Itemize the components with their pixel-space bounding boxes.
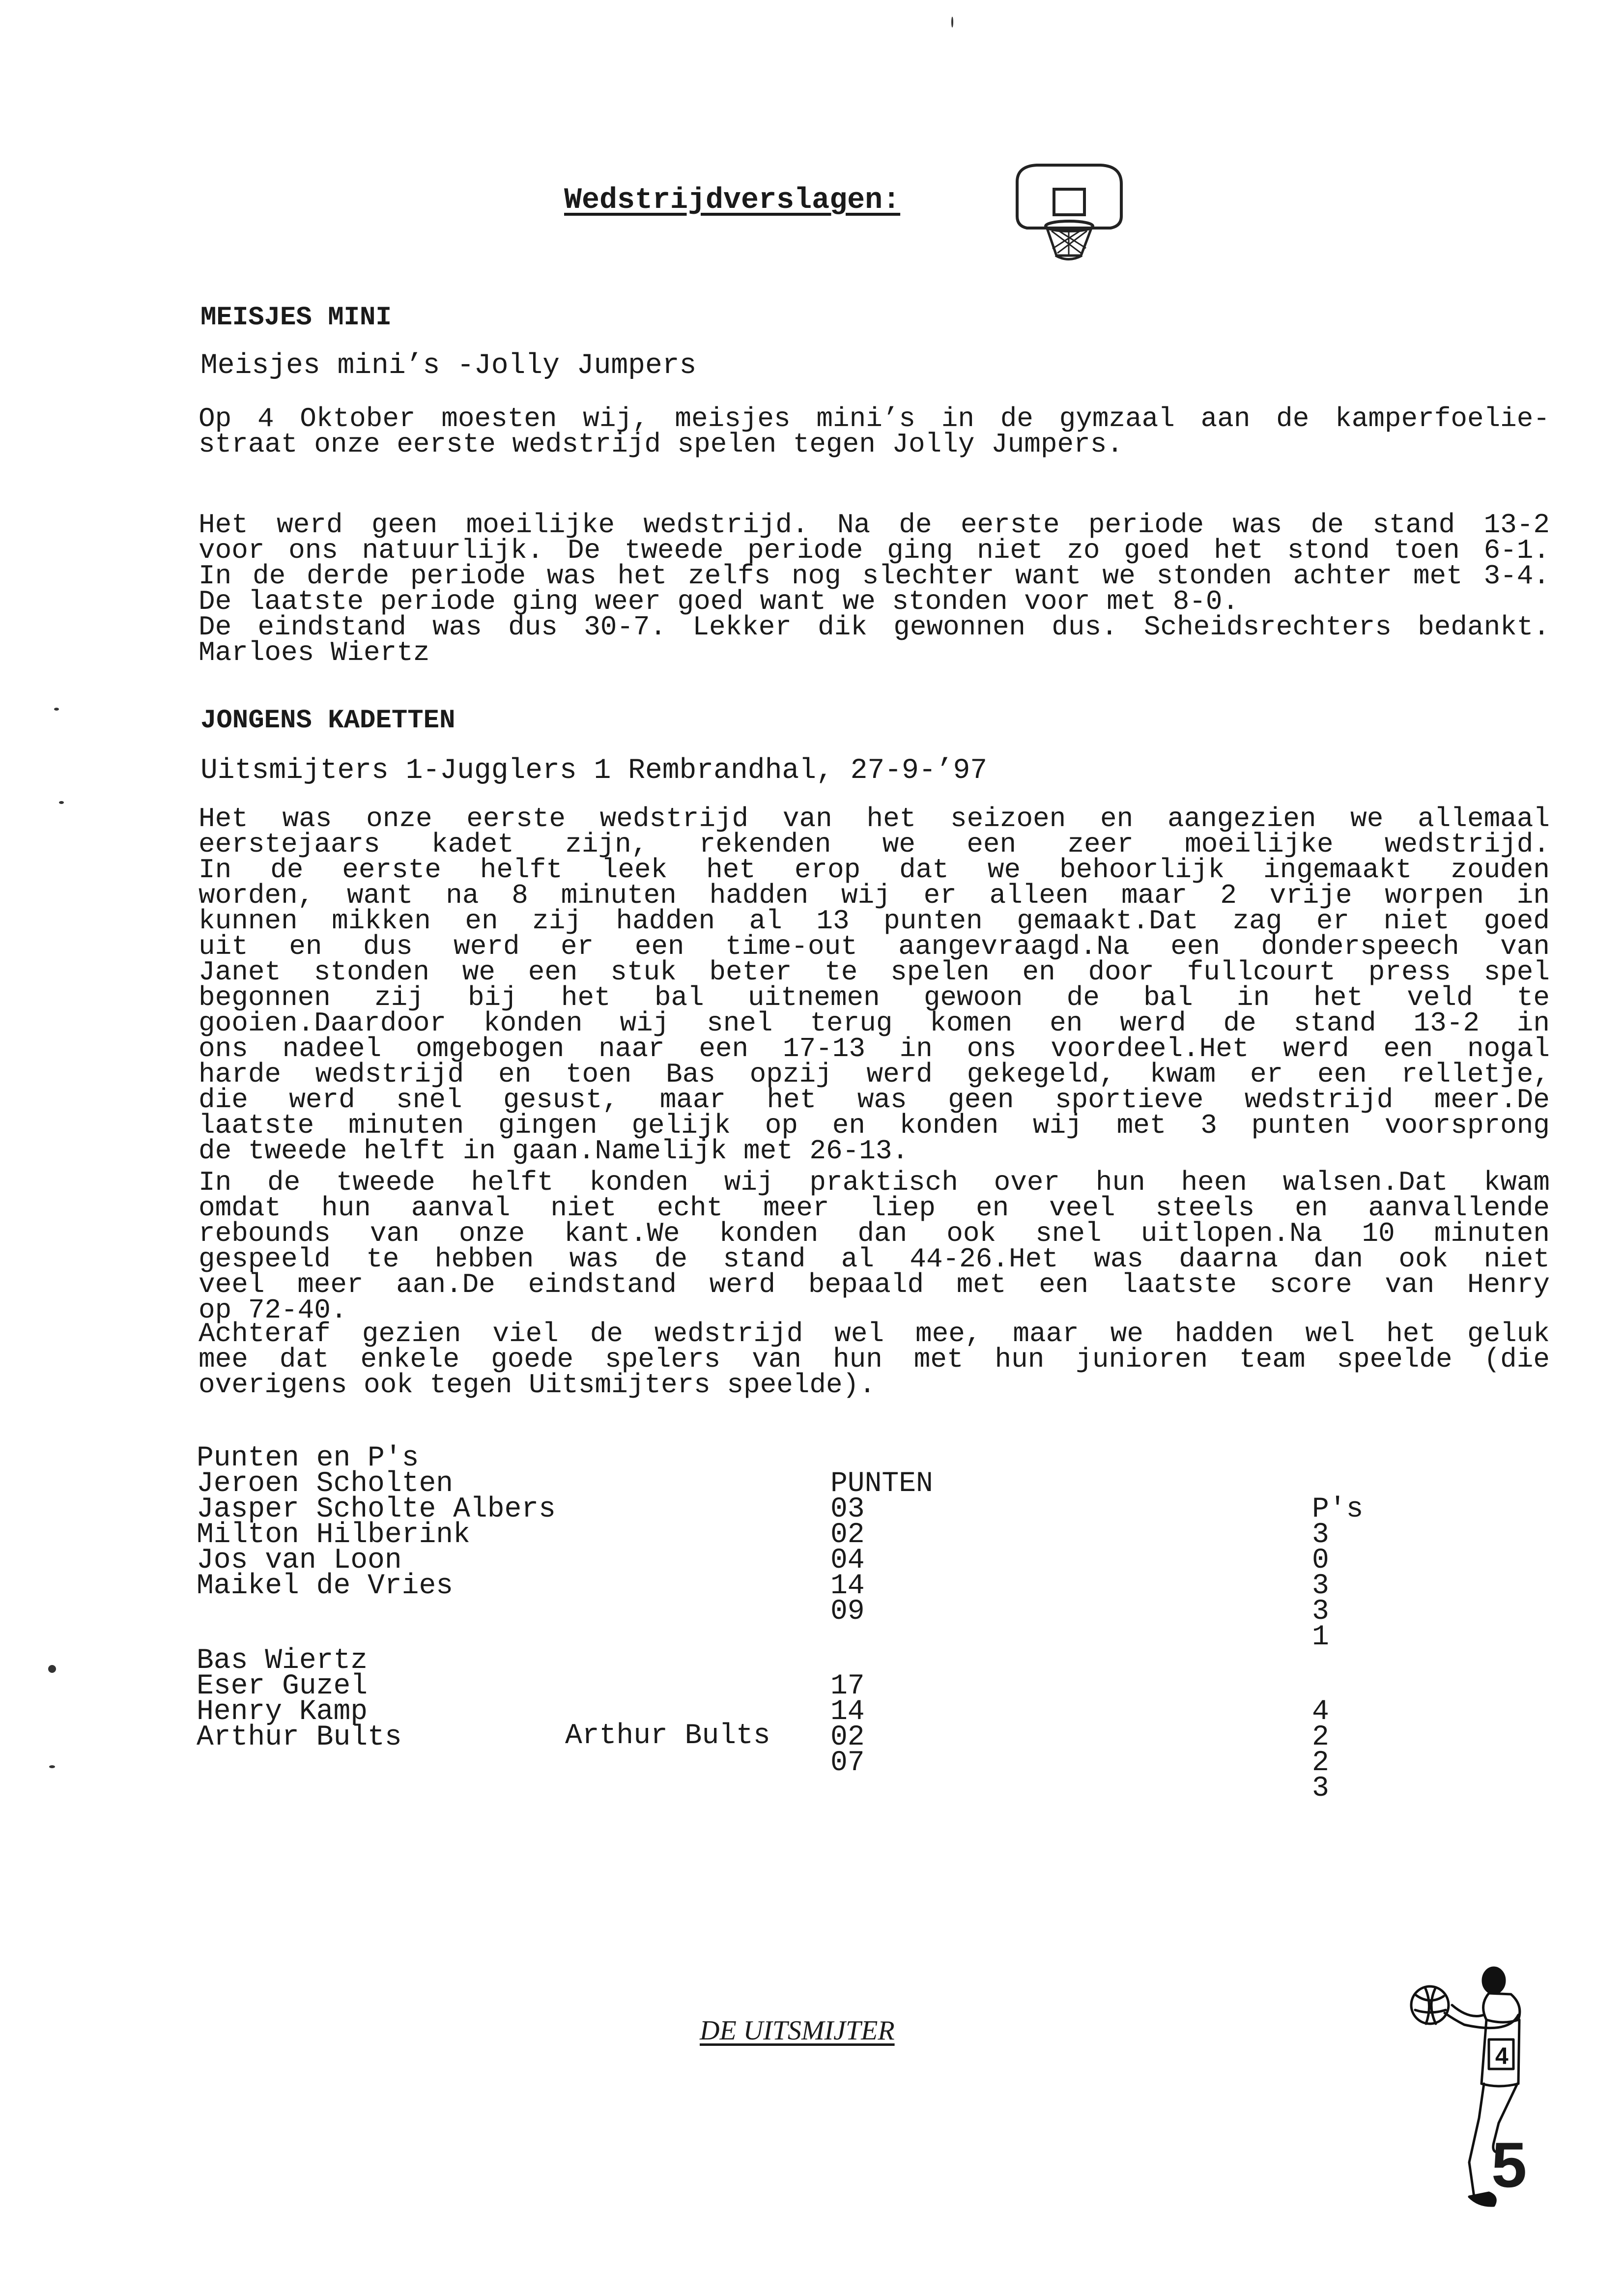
player-name: Henry Kamp xyxy=(197,1696,368,1728)
text-line: overigens ook tegen Uitsmijters speelde). xyxy=(199,1369,876,1401)
text-line: eerstejaars kadet zijn, rekenden we een zeer moeilijke wedstrijd. xyxy=(199,829,1550,860)
footer-publication-name: DE UITSMIJTER xyxy=(700,2015,895,2046)
player-punten: 14 xyxy=(830,1696,865,1728)
text-line: voor ons natuurlijk. De tweede periode ging niet zo goed het stond toen 6-1. xyxy=(199,535,1550,566)
player-punten: 02 xyxy=(830,1722,865,1753)
text-line: harde wedstrijd en toen Bas opzij werd gekegeld, kwam er een relletje, xyxy=(199,1059,1550,1090)
text-line: begonnen zij bij het bal uitnemen gewoon de bal in het veld te xyxy=(199,982,1550,1013)
paragraph-jongens-conclusion xyxy=(199,1318,1550,1401)
paragraph-jongens-first-half xyxy=(199,803,1550,1167)
player-name: Jeroen Scholten xyxy=(197,1468,454,1500)
player-name: Maikel de Vries xyxy=(197,1570,454,1602)
text-line: gespeeld te hebben was de stand al 44-26.Het was daarna dan ook niet xyxy=(199,1243,1550,1275)
paragraph-jongens-second-half xyxy=(199,1167,1550,1326)
text-line: gooien.Daardoor konden wij snel terug komen en werd de stand 13-2 in xyxy=(199,1007,1550,1039)
report-author: Marloes Wiertz xyxy=(199,637,430,668)
text-line: Janet stonden we een stuk beter te spelen en door fullcourt press spel xyxy=(199,956,1550,988)
text-line: laatste minuten gingen gelijk op en konden wij met 3 punten voorsprong xyxy=(199,1110,1550,1141)
player-punten: 09 xyxy=(830,1596,865,1628)
paragraph-meisjes-intro xyxy=(199,403,1550,460)
text-line: de tweede helft in gaan.Namelijk met 26-13. xyxy=(199,1135,909,1167)
player-ps: 1 xyxy=(1312,1621,1329,1653)
text-line: ons nadeel omgebogen naar een 17-13 in ons voordeel.Het werd een nogal xyxy=(199,1033,1550,1064)
player-name: Arthur Bults xyxy=(197,1722,402,1753)
player-name: Jasper Scholte Albers xyxy=(197,1493,556,1525)
player-ps: 0 xyxy=(1312,1545,1329,1577)
text-line: veel meer aan.De eindstand werd bepaald met een laatste score van Henry xyxy=(199,1269,1550,1300)
svg-text:4: 4 xyxy=(1495,2043,1509,2069)
player-ps: 2 xyxy=(1312,1722,1329,1753)
player-name: Eser Guzel xyxy=(197,1670,368,1702)
page-heading: Wedstrijdverslagen: xyxy=(564,184,901,217)
text-line: Achteraf gezien viel de wedstrijd wel mee, maar we hadden wel het geluk xyxy=(199,1318,1550,1349)
basketball-player-icon xyxy=(1405,1966,1553,2221)
text-line: kunnen mikken en zij hadden al 13 punten gemaakt.Dat zag er niet goed xyxy=(199,905,1550,937)
text-line: Het werd geen moeilijke wedstrijd. Na de eerste periode was de stand 13-2 xyxy=(199,509,1550,541)
text-line: straat onze eerste wedstrijd spelen tegen Jolly Jumpers. xyxy=(199,429,1123,460)
text-line: worden, want na 8 minuten hadden wij er alleen maar 2 vrije worpen in xyxy=(199,880,1550,911)
text-line: rebounds van onze kant.We konden dan ook snel uitlopen.Na 10 minuten xyxy=(199,1218,1550,1249)
paragraph-meisjes-report xyxy=(199,509,1550,668)
points-table xyxy=(197,1420,1376,1805)
section-title-meisjes-mini: MEISJES MINI xyxy=(200,303,392,333)
section-subtitle-jongens: Uitsmijters 1-Jugglers 1 Rembrandhal, 27-9-’97 xyxy=(200,755,988,787)
player-ps: 3 xyxy=(1312,1570,1329,1602)
page-number: 5 xyxy=(1491,2129,1527,2201)
player-ps: 2 xyxy=(1312,1747,1329,1779)
player-name: Milton Hilberink xyxy=(197,1519,470,1551)
player-punten: 03 xyxy=(830,1493,865,1525)
text-line: uit en dus werd er een time-out aangevraagd.Na een donderspeech van xyxy=(199,931,1550,962)
section-title-jongens-kadetten: JONGENS KADETTEN xyxy=(200,706,456,736)
text-line: omdat hun aanval niet echt meer liep en veel steels en aanvallende xyxy=(199,1192,1550,1224)
player-punten: 07 xyxy=(830,1747,865,1779)
player-ps: 3 xyxy=(1312,1773,1329,1805)
text-line: De laatste periode ging weer goed want we stonden voor met 8-0. xyxy=(199,586,1239,617)
column-header-name: Punten en P's xyxy=(197,1442,419,1474)
text-line: In de derde periode was het zelfs nog slechter want we stonden achter met 3-4. xyxy=(199,560,1550,592)
player-ps: 3 xyxy=(1312,1596,1329,1628)
column-header-ps: P's xyxy=(1312,1493,1364,1525)
text-line: In de eerste helft leek het erop dat we behoorlijk ingemaakt zouden xyxy=(199,854,1550,886)
player-ps: 3 xyxy=(1312,1519,1329,1551)
player-name: Bas Wiertz xyxy=(197,1645,368,1677)
text-line: op 72-40. xyxy=(199,1294,347,1326)
basketball-hoop-icon xyxy=(1007,162,1130,275)
player-name: Jos van Loon xyxy=(197,1545,402,1577)
player-punten: 02 xyxy=(830,1519,865,1551)
player-ps: 4 xyxy=(1312,1696,1329,1728)
text-line: In de tweede helft konden wij praktisch over hun heen walsen.Dat kwam xyxy=(199,1167,1550,1198)
text-line: mee dat enkele goede spelers van hun met hun junioren team speelde (die xyxy=(199,1344,1550,1375)
report-author: Arthur Bults xyxy=(565,1720,770,1752)
text-line: Op 4 Oktober moesten wij, meisjes mini’s in de gymzaal aan de kamperfoelie- xyxy=(199,403,1550,434)
text-line: De eindstand was dus 30-7. Lekker dik gewonnen dus. Scheidsrechters bedankt. xyxy=(199,611,1550,643)
player-punten: 17 xyxy=(830,1670,865,1702)
player-punten: 04 xyxy=(830,1545,865,1577)
player-punten: 14 xyxy=(830,1570,865,1602)
section-subtitle-meisjes: Meisjes mini’s -Jolly Jumpers xyxy=(200,350,697,382)
text-line: Het was onze eerste wedstrijd van het seizoen en aangezien we allemaal xyxy=(199,803,1550,834)
column-header-punten: PUNTEN xyxy=(830,1468,933,1500)
text-line: die werd snel gesust, maar het was geen sportieve wedstrijd meer.De xyxy=(199,1084,1550,1116)
